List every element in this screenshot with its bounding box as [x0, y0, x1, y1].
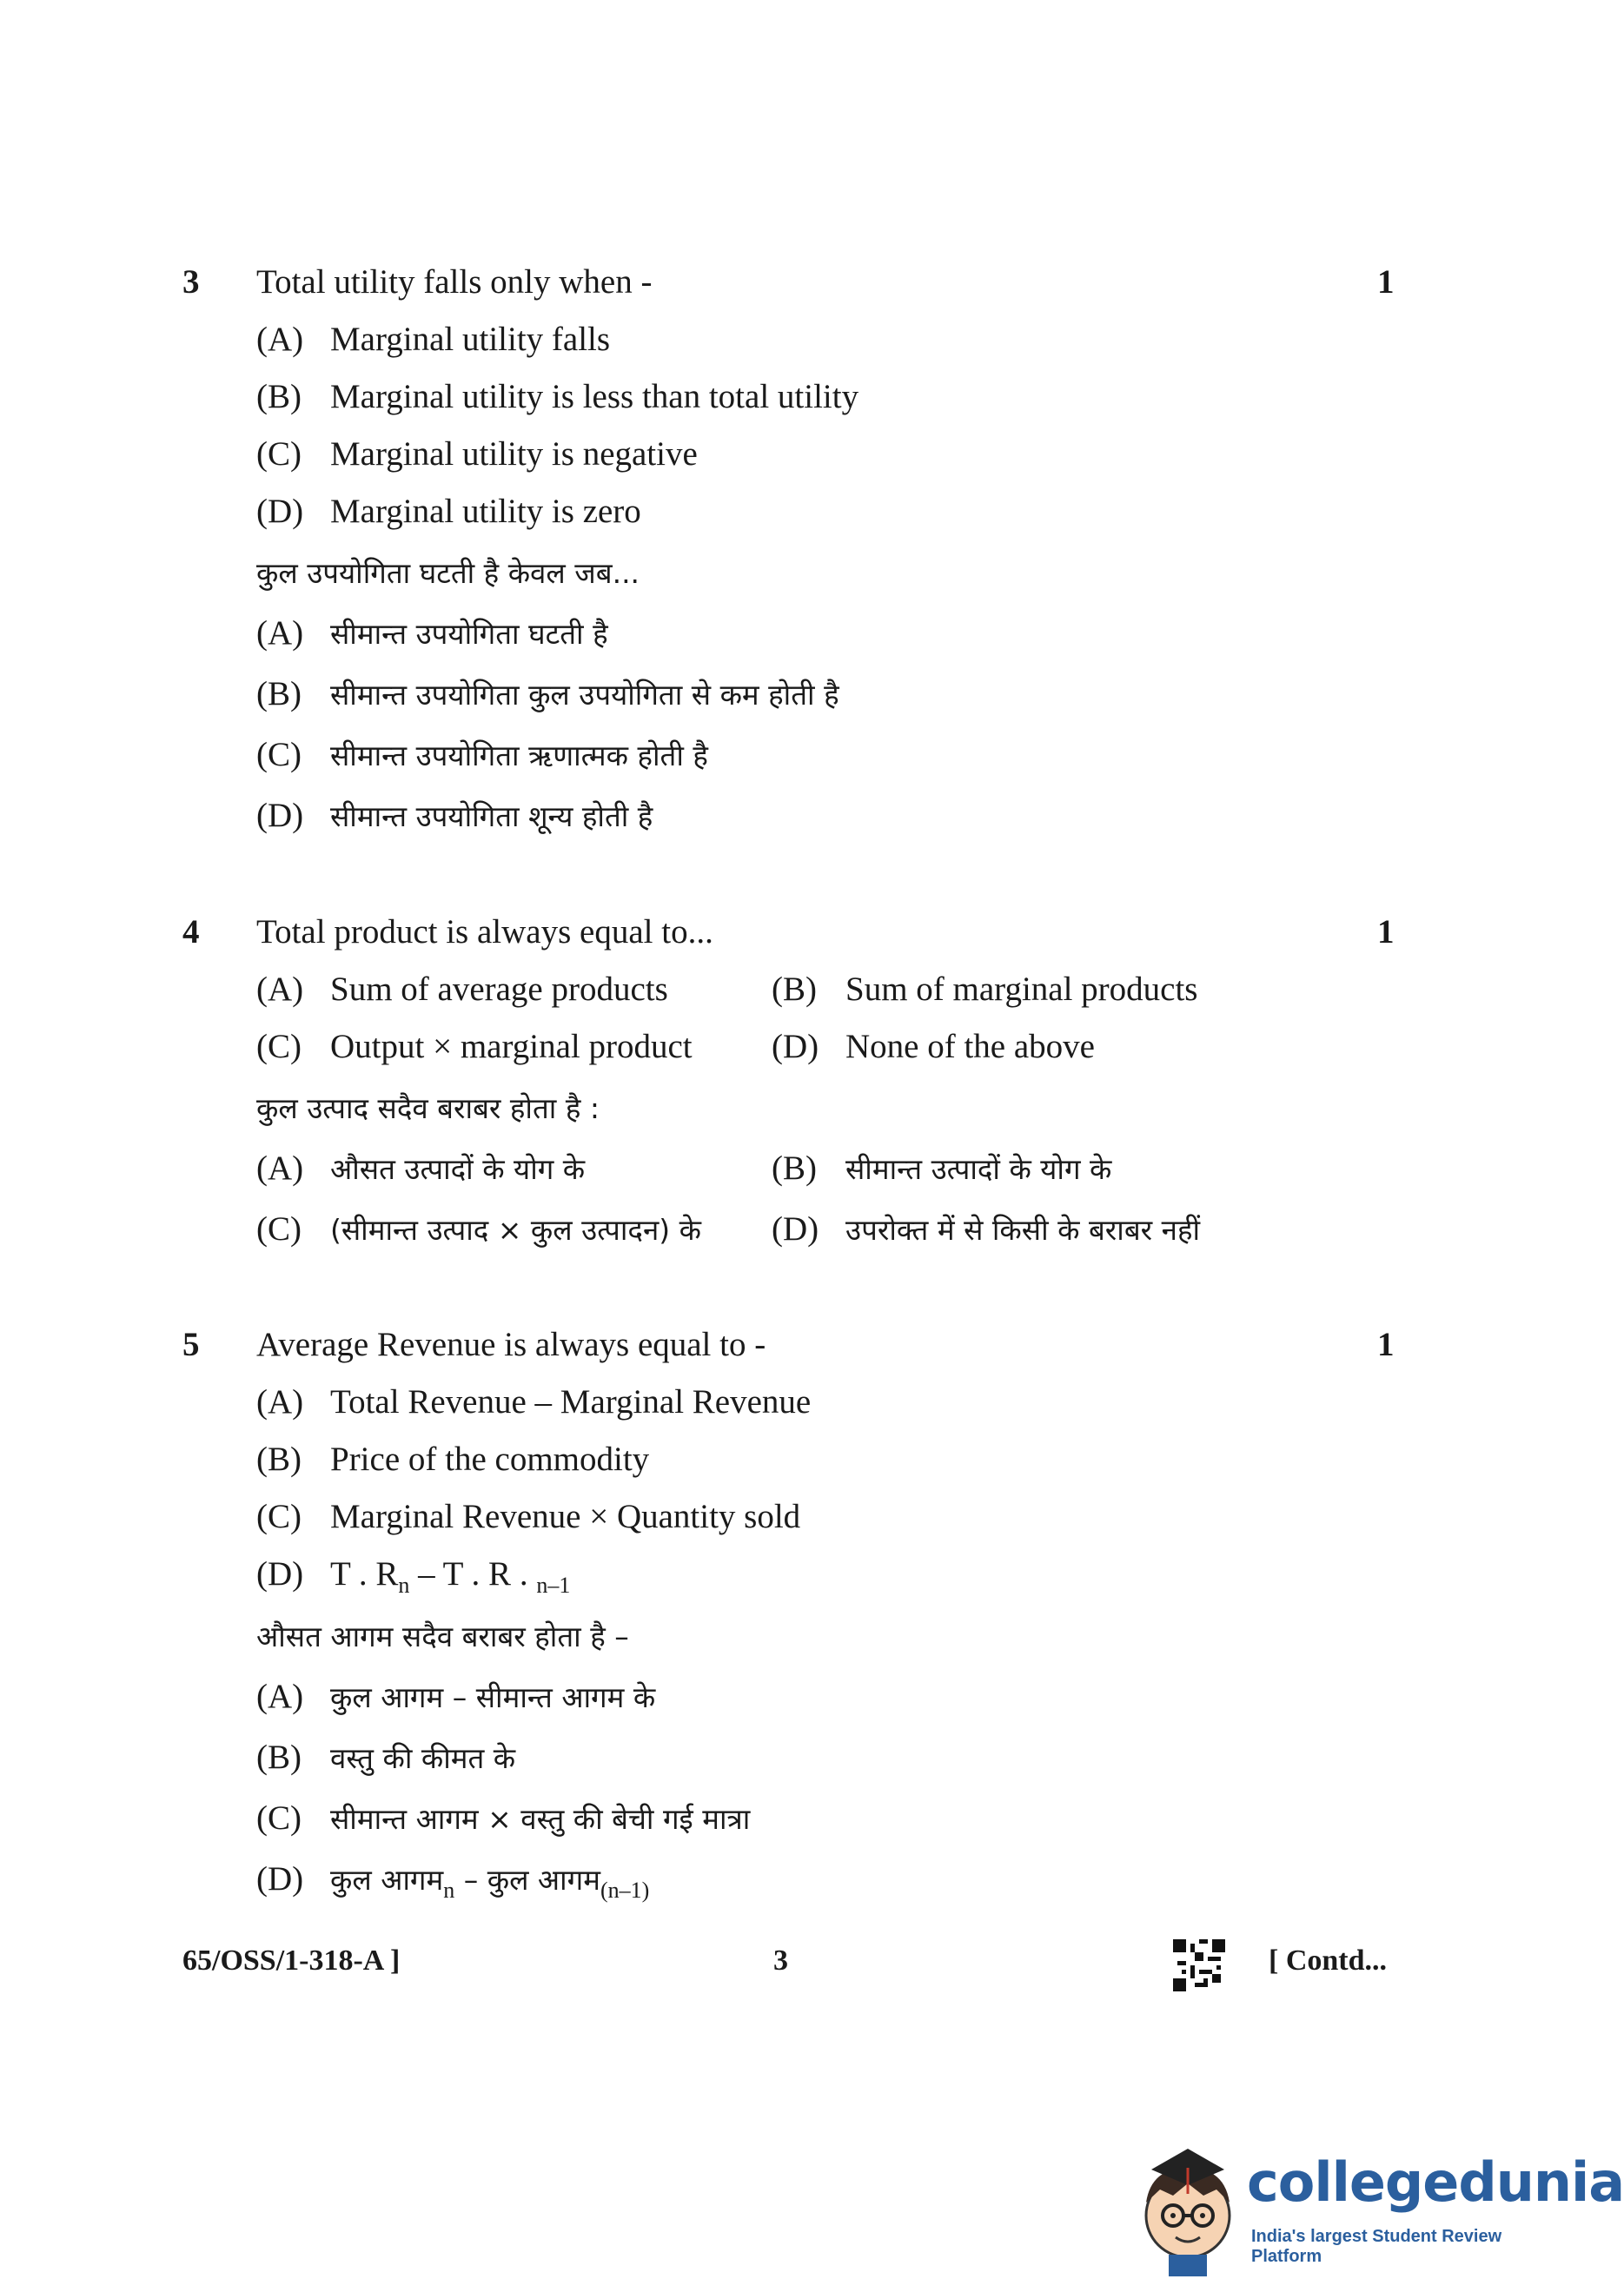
option-b-hi: (B) वस्तु की कीमत के: [256, 1739, 516, 1776]
option-b-hi: (B) सीमान्त उत्पादों के योग के: [772, 1149, 1112, 1187]
question-text-hi: औसत आगम सदैव बराबर होता है –: [256, 1620, 629, 1653]
question-text-en: Total utility falls only when -: [256, 263, 653, 301]
question-marks: 1: [1377, 1326, 1395, 1363]
option-a-hi: (A) सीमान्त उपयोगिता घटती है: [256, 614, 608, 652]
continued-label: [ Contd...: [1269, 1944, 1388, 1977]
option-a-hi: (A) कुल आगम – सीमान्त आगम के: [256, 1678, 656, 1715]
question-text-hi: कुल उपयोगिता घटती है केवल जब...: [256, 556, 640, 590]
option-c-hi: (C) सीमान्त आगम × वस्तु की बेची गई मात्रा: [256, 1799, 751, 1837]
student-mascot-icon: [1134, 2133, 1243, 2276]
paper-code: 65/OSS/1-318-A ]: [182, 1944, 401, 1977]
question-number: 3: [182, 263, 200, 301]
option-a-en: (A) Marginal utility falls: [256, 321, 611, 358]
option-b-en: (B) Marginal utility is less than total utility: [256, 378, 859, 415]
option-c-hi: (C) (सीमान्त उत्पाद × कुल उत्पादन) के: [256, 1210, 701, 1248]
question-text-hi: कुल उत्पाद सदैव बराबर होता है :: [256, 1091, 600, 1125]
question-text-en: Total product is always equal to...: [256, 913, 713, 951]
option-d-en: (D) None of the above: [772, 1028, 1095, 1065]
option-a-en: (A) Total Revenue – Marginal Revenue: [256, 1383, 812, 1421]
option-c-hi: (C) सीमान्त उपयोगिता ऋणात्मक होती है: [256, 736, 708, 773]
brand-name: collegedunia: [1247, 2150, 1624, 2214]
option-d-hi: (D) कुल आगम$_n$ – कुल आगम$_{(n-1)}$: [256, 1860, 650, 1903]
option-c-en: (C) Output × marginal product: [256, 1028, 693, 1065]
question-number: 4: [182, 913, 200, 951]
brand-tagline: India's largest Student Review Platform: [1251, 2227, 1502, 2266]
option-d-en: (D) Marginal utility is zero: [256, 493, 641, 530]
page-number: 3: [773, 1944, 788, 1977]
option-d-hi: (D) उपरोक्त में से किसी के बराबर नहीं: [772, 1210, 1201, 1248]
option-c-en: (C) Marginal Revenue × Quantity sold: [256, 1498, 801, 1535]
collegedunia-logo: [1134, 2133, 1624, 2276]
option-a-hi: (A) औसत उत्पादों के योग के: [256, 1149, 586, 1187]
option-c-en: (C) Marginal utility is negative: [256, 435, 698, 473]
qr-code-icon: [1173, 1939, 1225, 1991]
question-marks: 1: [1377, 913, 1395, 951]
option-d-en: (D) T . $R_n$ – T . R . $_{n-1}$: [256, 1555, 571, 1598]
option-b-hi: (B) सीमान्त उपयोगिता कुल उपयोगिता से कम होती है: [256, 675, 839, 712]
question-number: 5: [182, 1326, 200, 1363]
option-a-en: (A) Sum of average products: [256, 971, 668, 1008]
question-marks: 1: [1377, 263, 1395, 301]
option-b-en: (B) Price of the commodity: [256, 1441, 650, 1478]
option-b-en: (B) Sum of marginal products: [772, 971, 1198, 1008]
question-text-en: Average Revenue is always equal to -: [256, 1326, 766, 1363]
option-d-hi: (D) सीमान्त उपयोगिता शून्य होती है: [256, 797, 653, 834]
